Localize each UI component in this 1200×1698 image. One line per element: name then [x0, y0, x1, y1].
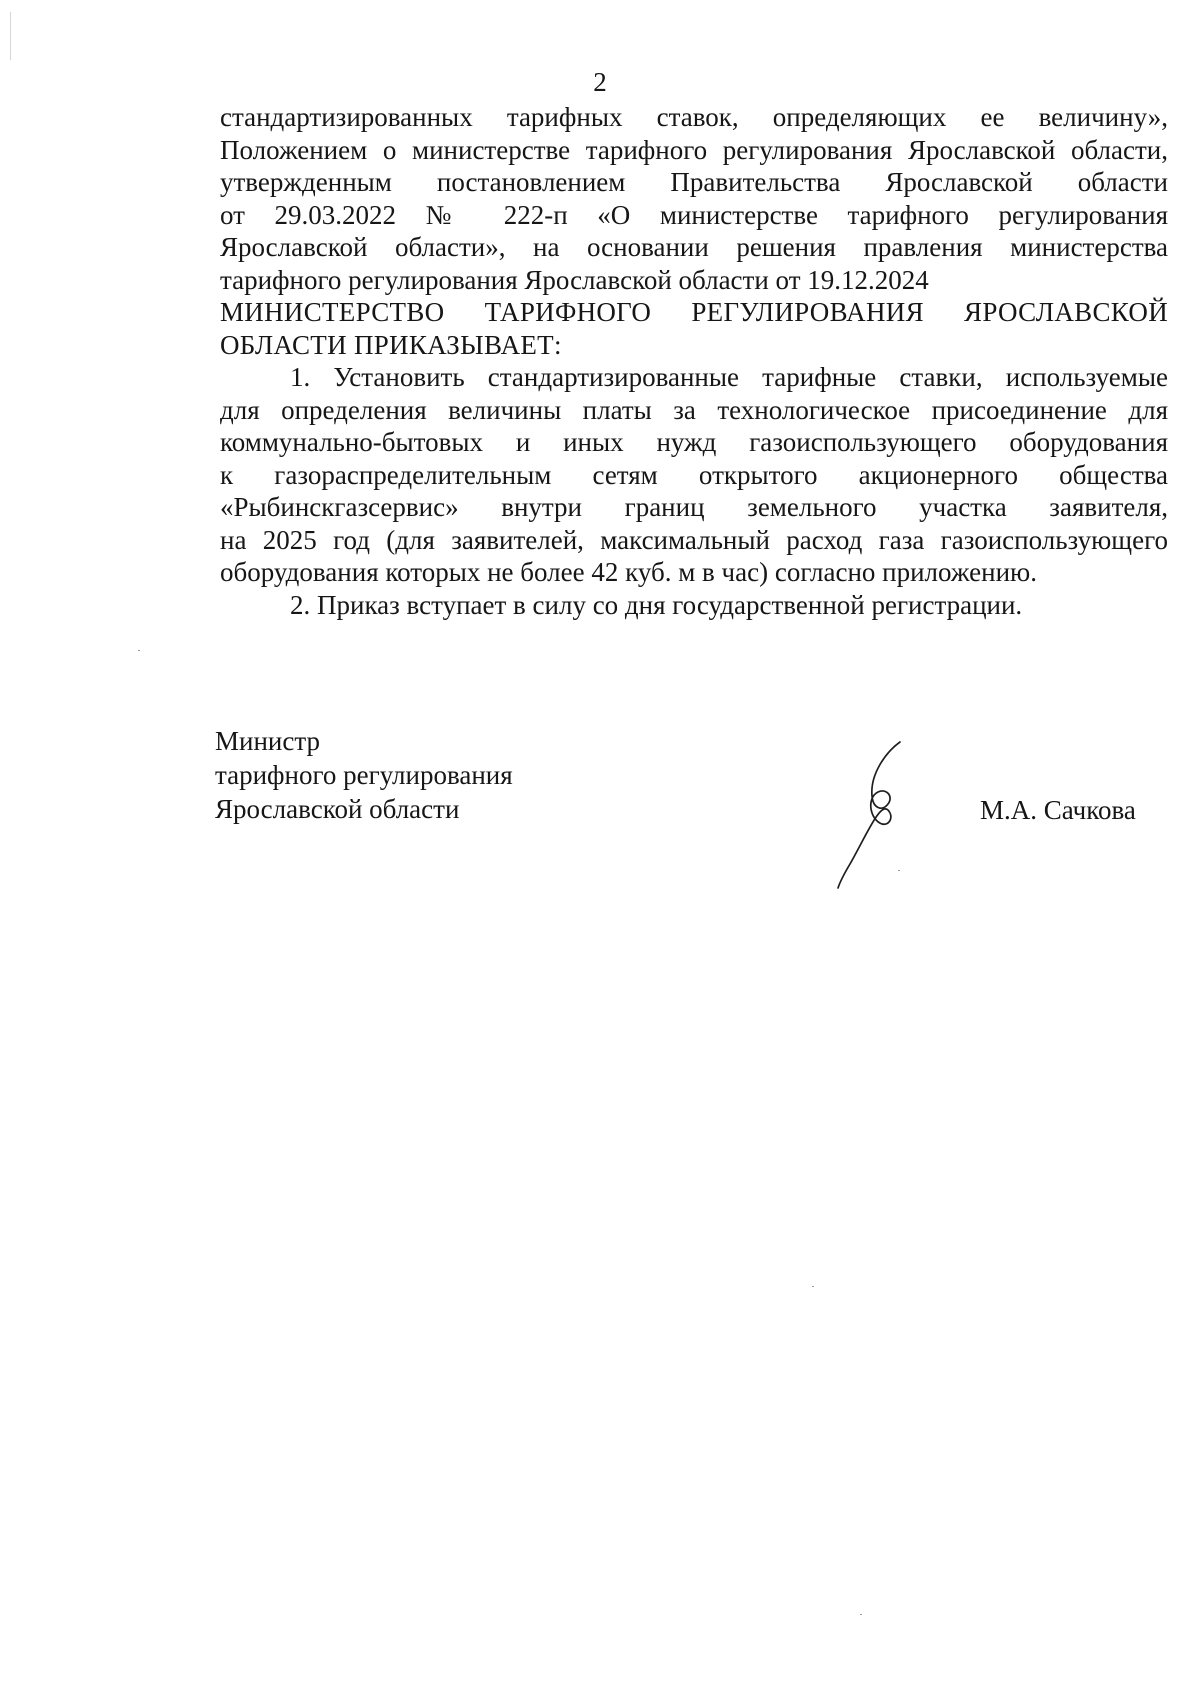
item-2: 2. Приказ вступает в силу со дня государственной регистрации. [290, 589, 1023, 620]
position-line: тарифного регулирования [215, 760, 513, 790]
handwritten-signature [836, 738, 928, 890]
order-body [220, 101, 1168, 621]
item-1-line: для определения величины платы за технологическое присоединение для [220, 394, 1168, 425]
scan-speck [898, 870, 900, 871]
position-line: Министр [215, 726, 320, 756]
item-1-line: «Рыбинскгазсервис» внутри границ земельного участка заявителя, [220, 492, 1168, 522]
item-1-line: оборудования которых не более 42 куб. м в час) согласно приложению. [220, 557, 1037, 587]
body-line: Ярославской области», на основании решения правления министерства [220, 232, 1168, 262]
scan-speck [860, 1614, 862, 1615]
order-heading-line: ОБЛАСТИ ПРИКАЗЫВАЕТ: [220, 329, 562, 360]
scan-speck [812, 1286, 814, 1287]
page-number: 2 [593, 67, 607, 97]
body-line: стандартизированных тарифных ставок, определяющих ее величину», [220, 102, 1168, 132]
body-line: утвержденным постановлением Правительства Ярославской области [220, 167, 1168, 197]
item-1-line: на 2025 год (для заявителей, максимальный расход газа газоиспользующего [220, 524, 1168, 555]
body-line: тарифного регулирования Ярославской области от 19.12.2024 [220, 264, 929, 295]
item-1-line: 1. Установить стандартизированные тарифные ставки, используемые [290, 362, 1168, 392]
order-heading-line: МИНИСТЕРСТВО ТАРИФНОГО РЕГУЛИРОВАНИЯ ЯРОСЛАВСКОЙ [220, 297, 1168, 327]
signatory-name: М.А. Сачкова [980, 795, 1136, 825]
scan-speck [138, 650, 140, 651]
signatory-position [215, 724, 615, 826]
position-line: Ярославской области [215, 794, 460, 824]
body-line: от 29.03.2022 № 222-п «О министерстве тарифного регулирования [220, 199, 1168, 230]
scan-edge-mark [10, 12, 11, 60]
item-1-line: к газораспределительным сетям открытого акционерного общества [220, 459, 1168, 490]
item-1-line: коммунально-бытовых и иных нужд газоиспользующего оборудования [220, 427, 1168, 457]
body-line: Положением о министерстве тарифного регулирования Ярославской области, [220, 134, 1168, 165]
